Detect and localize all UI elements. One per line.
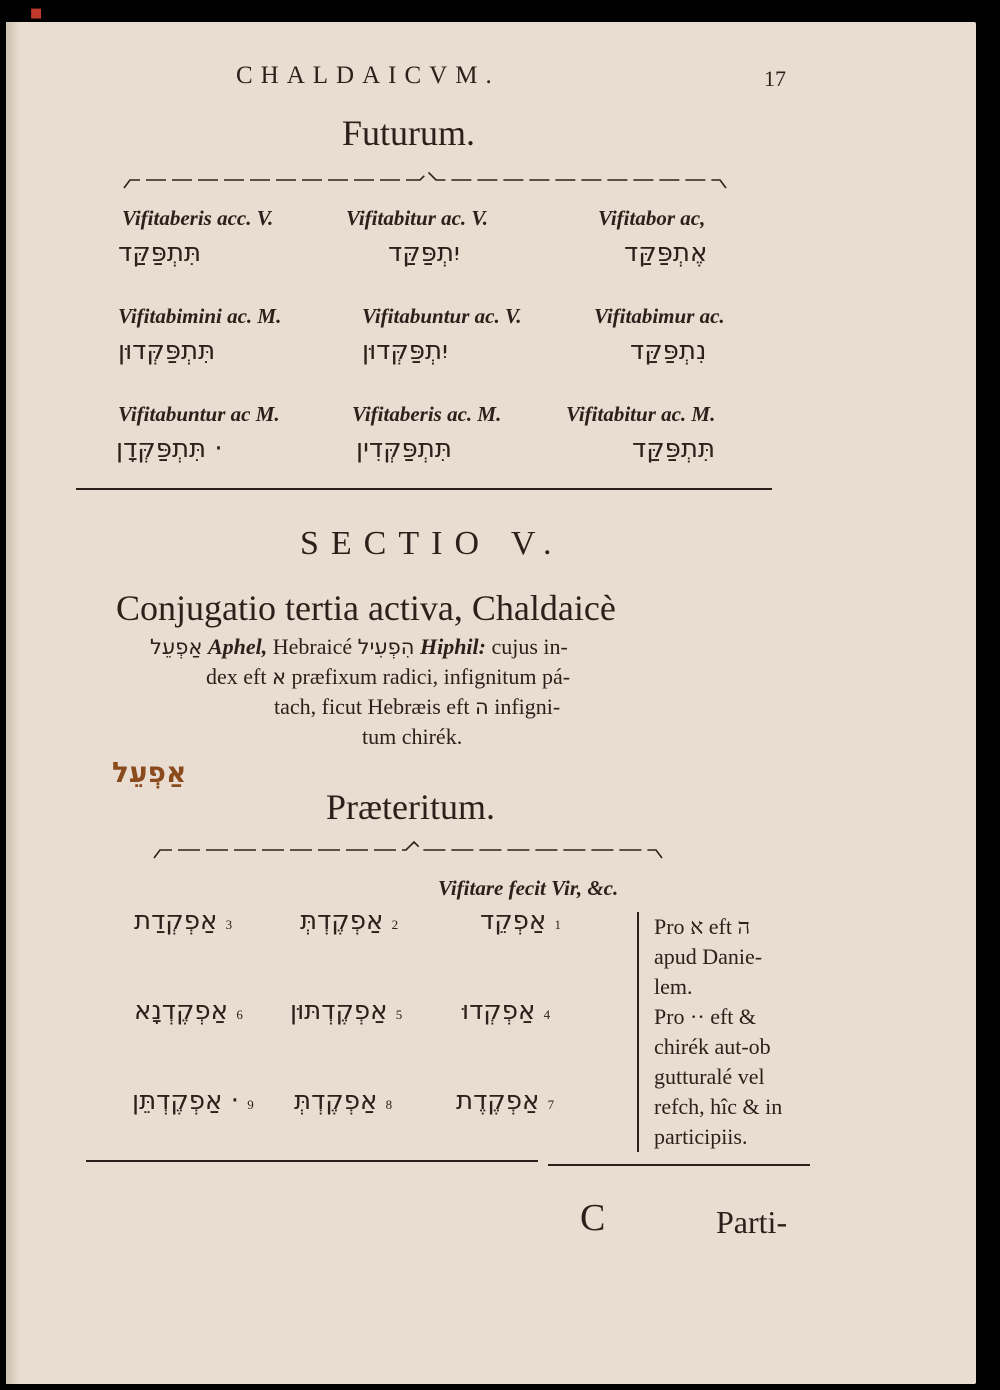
futurum-latin-1-1: Vifitaberis acc. V. xyxy=(122,206,274,230)
num-4: 4 xyxy=(543,1007,551,1022)
praeteritum-form-9 xyxy=(132,1086,254,1116)
futurum-title: Futurum. xyxy=(342,113,476,153)
praeteritum-form-8 xyxy=(294,1086,392,1116)
futurum-hebrew-2-3: נִתְפַּקַּד xyxy=(630,336,707,366)
futurum-latin-3-3: Vifitabitur ac. M. xyxy=(566,402,716,426)
para-line-2-start: dex eft xyxy=(206,664,267,689)
futurum-latin-2-2: Vifitabuntur ac. V. xyxy=(362,304,522,328)
futurum-latin-2-1: Vifitabimini ac. M. xyxy=(118,304,282,328)
praeteritum-form-5 xyxy=(290,996,402,1026)
signature-mark: C xyxy=(580,1197,606,1239)
form-3: אַפְקְדַת xyxy=(134,906,218,936)
praeteritum-brace xyxy=(150,840,670,862)
note-line-2: apud Danie- xyxy=(654,944,763,969)
hiphil-label: Hiphil: xyxy=(419,634,486,659)
form-7: אַפְקֶדֶת xyxy=(456,1086,540,1116)
form-2: אַפְקֶדְתְּ xyxy=(300,906,384,936)
ink-stamp: אַפְעֵל xyxy=(112,756,187,789)
praeteritum-form-7 xyxy=(456,1086,554,1116)
page-spine-shadow xyxy=(6,22,20,1384)
num-7: 7 xyxy=(547,1097,555,1112)
bottom-rule-left xyxy=(86,1160,538,1162)
futurum-latin-3-2: Vifitaberis ac. M. xyxy=(352,402,502,426)
note-line-6: gutturalé vel xyxy=(654,1064,765,1089)
praeteritum-title: Præteritum. xyxy=(326,787,495,827)
hiphil-hebrew: הִפְעִיל xyxy=(357,635,415,659)
futurum-hebrew-1-1: תִּתְפַּקַּד xyxy=(118,238,202,268)
num-3: 3 xyxy=(225,917,233,932)
num-5: 5 xyxy=(395,1007,403,1022)
num-6: 6 xyxy=(236,1007,243,1022)
praeteritum-subhead: Vifitare fecit Vir, &c. xyxy=(438,876,619,900)
para-line-3-end: infigni- xyxy=(494,694,561,719)
section-para-line-1 xyxy=(150,634,568,660)
note-line-3: lem. xyxy=(654,974,693,999)
futurum-hebrew-1-3: אֶתְפַּקַּד xyxy=(624,238,708,268)
bottom-rule-right xyxy=(548,1164,810,1166)
para-line-3-start: tach, ficut Hebræis eft xyxy=(274,694,470,719)
section-heading: SECTIO V. xyxy=(300,525,564,562)
futurum-hebrew-3-2: תִּתְפַּקְּדִין xyxy=(356,434,452,464)
note-line-7: refch, hîc & in xyxy=(654,1094,783,1119)
form-9: · אַפְקֶדְתֵּן xyxy=(132,1086,239,1116)
num-1: 1 xyxy=(554,917,562,932)
note-line-8: participiis. xyxy=(654,1124,748,1149)
form-4: אַפְקְדוּ xyxy=(462,996,536,1026)
aleph-letter: א xyxy=(271,665,287,689)
note-divider xyxy=(637,912,639,1152)
praeteritum-form-4 xyxy=(462,996,550,1026)
futurum-latin-1-3: Vifitabor ac, xyxy=(598,206,706,230)
futurum-latin-3-1: Vifitabuntur ac M. xyxy=(118,402,280,426)
form-8: אַפְקֶדְתְּ xyxy=(294,1086,378,1116)
red-mark: ■ xyxy=(30,6,43,21)
futurum-hebrew-2-2: יִתְפַּקְּדוּן xyxy=(362,336,448,366)
section-para-line-4: tum chirék. xyxy=(362,724,463,749)
praeteritum-form-1 xyxy=(480,906,561,936)
section-title: Conjugatio tertia activa, Chaldaicè xyxy=(116,588,616,628)
futurum-latin-1-2: Vifitabitur ac. V. xyxy=(346,206,488,230)
para-line-2-end: præfixum radici, infignitum pá- xyxy=(291,664,571,689)
praeteritum-form-3 xyxy=(134,906,232,936)
note-line-1: Pro א eft ה xyxy=(654,914,751,939)
aphel-hebrew: אַפְעֵל xyxy=(150,635,203,659)
futurum-brace xyxy=(120,168,730,192)
section-rule xyxy=(76,488,772,490)
futurum-hebrew-3-1: · תִּתְפַּקְּדָן xyxy=(116,434,223,464)
form-1: אַפְקֵד xyxy=(480,906,547,936)
note-line-4: Pro ·· eft & xyxy=(654,1004,757,1029)
futurum-hebrew-2-1: תִּתְפַּקְּדוּן xyxy=(118,336,216,366)
hebraice-word: Hebraicé xyxy=(272,634,353,659)
aphel-label: Aphel, xyxy=(207,634,268,659)
note-line-5: chirék aut-ob xyxy=(654,1034,771,1059)
page-number: 17 xyxy=(764,66,786,91)
he-letter: ה xyxy=(475,695,489,719)
margin-note xyxy=(654,912,812,1152)
form-5: אַפְקֶדְתּוּן xyxy=(290,996,388,1026)
num-9: 9 xyxy=(247,1097,254,1112)
running-title: CHALDAICVM. xyxy=(236,62,500,89)
catchword: Parti- xyxy=(716,1204,788,1240)
futurum-hebrew-3-3: תִּתְפַּקַּד xyxy=(632,434,716,464)
para-line-1-end: cujus in- xyxy=(491,634,568,659)
section-para-line-2 xyxy=(206,664,570,690)
section-para-line-3 xyxy=(274,694,560,720)
futurum-latin-2-3: Vifitabimur ac. xyxy=(594,304,725,328)
form-6: אַפְקֶדְנָא xyxy=(134,996,229,1026)
num-2: 2 xyxy=(391,917,399,932)
praeteritum-form-6 xyxy=(134,996,243,1026)
num-8: 8 xyxy=(385,1097,393,1112)
futurum-hebrew-1-2: יִתְפַּקַּד xyxy=(388,238,460,268)
praeteritum-form-2 xyxy=(300,906,398,936)
